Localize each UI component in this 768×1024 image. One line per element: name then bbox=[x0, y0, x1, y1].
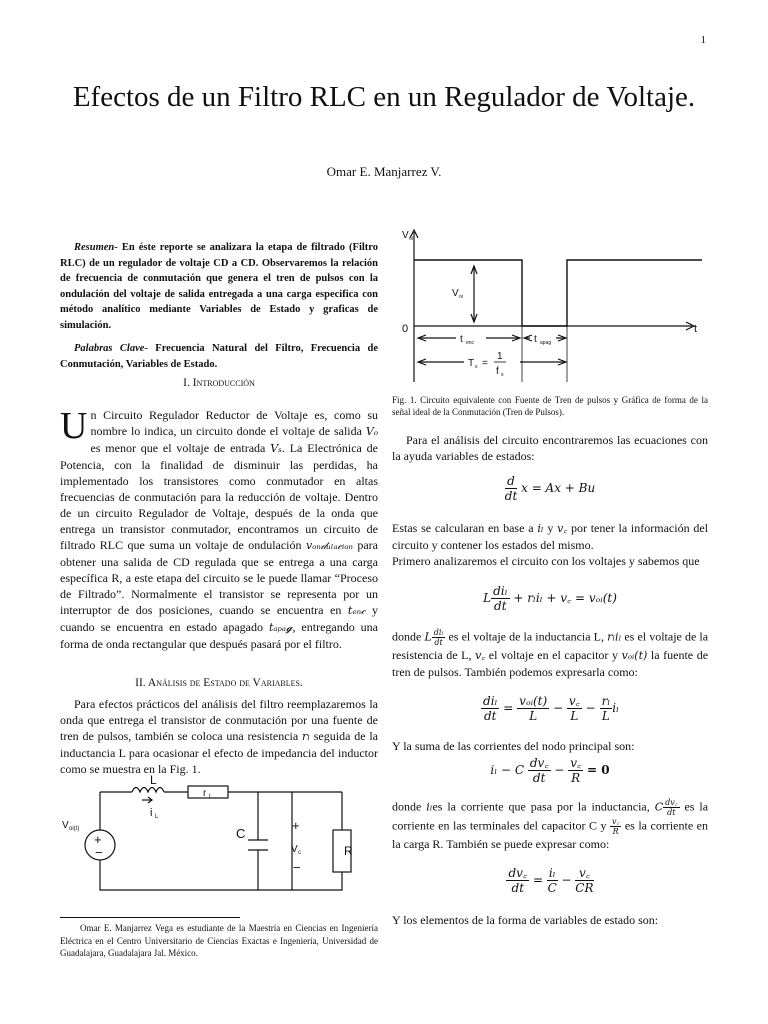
source-minus: − bbox=[95, 845, 103, 860]
eq1-den: dt bbox=[504, 489, 518, 503]
p2-text-b: por tener la información del circuito y contener los estados del mismo. bbox=[392, 521, 709, 552]
equation-2 bbox=[392, 584, 708, 613]
label-vc-sub: c bbox=[298, 850, 301, 856]
eq3-f2 bbox=[517, 694, 549, 723]
p2-iL: iₗ bbox=[537, 522, 544, 535]
p2-y: y bbox=[547, 521, 554, 535]
eq4-n1: dv꜀ bbox=[529, 756, 549, 770]
drop-cap: U bbox=[60, 405, 88, 447]
footnote: Omar E. Manjarrez Vega es estudiante de la Maestría en Ciencias en Ingeniería Eléctrica en el Centro Universitario de Ciencias Exactas e Ingeniería, Universidad de Guadalajara, Guadalajara Jal. México. bbox=[60, 923, 378, 958]
eq1-num: d bbox=[505, 474, 518, 489]
page-number: 1 bbox=[700, 34, 706, 46]
abstract-label: Resumen- bbox=[74, 242, 118, 253]
eq1-frac bbox=[505, 474, 518, 503]
p6-iL: iₗ bbox=[426, 800, 433, 814]
symbol-rl: rₗ bbox=[302, 730, 310, 743]
right-p6 bbox=[392, 798, 708, 852]
right-p1: Para el análisis del circuito encontraremos las ecuaciones con la ayuda variables de estados: bbox=[392, 433, 708, 463]
p6-den: dt bbox=[667, 808, 676, 817]
eq3-d4: L bbox=[601, 709, 610, 723]
p4-den: dt bbox=[434, 638, 443, 647]
eq3-f1 bbox=[481, 694, 499, 723]
wire-bottom-loop bbox=[100, 792, 342, 890]
keywords bbox=[60, 341, 378, 372]
p6-num: dv꜀ bbox=[665, 798, 678, 807]
p4-voi: vₒᵢ(t) bbox=[621, 649, 648, 662]
eq5-f3 bbox=[575, 866, 593, 895]
period-frac-d-sub: s bbox=[501, 372, 504, 378]
eq4-m: − bbox=[554, 763, 565, 777]
right-p5: Y la suma de las corrientes del nodo principal son: bbox=[392, 739, 635, 753]
p6-frac-2 bbox=[610, 817, 621, 836]
p6-text-a: donde bbox=[392, 799, 422, 814]
paper-title: Efectos de un Filtro RLC en un Regulador de Voltaje. bbox=[72, 81, 696, 113]
eq5-f1 bbox=[506, 866, 529, 895]
eq4-d1: dt bbox=[532, 771, 546, 785]
p3-text: Primero analizaremos el circuito con los voltajes y sabemos que bbox=[392, 554, 700, 568]
p4-text-a: donde bbox=[392, 629, 422, 644]
s2-text-2: seguida de la inductancia L para ocasionar el efecto de impedancia del inductor como se muestra en la Fig. 1. bbox=[60, 729, 379, 776]
symbol-t-enc: tₑₙ𝒸 bbox=[347, 604, 366, 617]
p4-vc: v꜀ bbox=[475, 649, 486, 662]
eq5-d1: dt bbox=[511, 881, 525, 895]
eq5-n3: v꜀ bbox=[575, 866, 593, 881]
eq5-m: − bbox=[561, 873, 572, 887]
p4-rl: rₗiₗ bbox=[607, 630, 622, 644]
p2-text-a: Estas se calcularan en base a bbox=[392, 521, 534, 535]
vc-minus: − bbox=[293, 860, 301, 875]
eq4-f2 bbox=[568, 756, 583, 785]
right-p2 bbox=[392, 520, 708, 569]
eq3-f3 bbox=[567, 694, 582, 723]
eq2-num: diₗ bbox=[493, 584, 508, 598]
eq1-rhs: x = Ax + Bu bbox=[521, 481, 596, 495]
origin-label: 0 bbox=[402, 323, 409, 335]
p4-frac bbox=[432, 628, 446, 647]
section-1-body bbox=[60, 407, 378, 652]
eq3-n4: rₗ bbox=[601, 694, 611, 708]
eq3-d1: dt bbox=[483, 709, 497, 723]
label-vs: V bbox=[62, 820, 69, 831]
symbol-vs: Vₛ bbox=[270, 442, 282, 455]
p6-frac bbox=[663, 798, 679, 817]
period-eq: = bbox=[482, 358, 488, 369]
resistor-rl-symbol bbox=[188, 786, 228, 798]
eq3-d2: L bbox=[529, 709, 538, 723]
eq3-n3: v꜀ bbox=[568, 694, 580, 708]
label-rL-sub: L bbox=[209, 794, 213, 800]
equation-3 bbox=[392, 694, 708, 723]
s1-text-2: es menor que el voltaje de entrada bbox=[90, 441, 266, 455]
footnote-rule bbox=[60, 917, 240, 918]
p6-text-d: es la corriente en la carga R. También se puede expresar como: bbox=[392, 818, 708, 851]
figure-caption: Fig. 1. Circuito equivalente con Fuente de Tren de pulsos y Gráfica de forma de la señal ideal de la Conmutación (Tren de Pulsos). bbox=[392, 395, 708, 417]
abstract bbox=[60, 240, 378, 333]
p6-text-c: es la corriente en las terminales del capacitor C y bbox=[392, 799, 709, 833]
abstract-text: En éste reporte se analizara la etapa de filtrado (Filtro RLC) de un regulador de voltaje CD a CD. Observaremos la relación de frecuencia de conmutación que genera el tren de pulsos con la ondulación del voltaje de salida entregada a una carga especifica con método analítico mediante Variables de Estado y graficas de simulación. bbox=[60, 242, 378, 331]
label-iL-sub: L bbox=[155, 814, 159, 820]
s2-text-1: Para efectos prácticos del análisis del filtro reemplazaremos la onda que entrega el transistor de conmutación por una fuente de tren de pulsos, también se coloca una resistencia bbox=[60, 697, 378, 743]
eq5-eq: = bbox=[532, 873, 543, 887]
eq3-m1: − bbox=[553, 701, 564, 715]
label-rL: r bbox=[203, 788, 207, 799]
equation-5 bbox=[392, 866, 708, 895]
eq5-d2: C bbox=[547, 881, 557, 895]
period-frac-n: 1 bbox=[497, 351, 503, 362]
eq4-d2: R bbox=[571, 771, 581, 785]
s1-text-5: y cuando se encuentra en estado apagado bbox=[60, 603, 379, 634]
capacitor-symbol bbox=[248, 792, 268, 890]
p6-text-b: es la corriente que pasa por la inductancia, bbox=[432, 799, 650, 814]
equation-4 bbox=[392, 756, 708, 785]
t-off-sub: apag bbox=[540, 340, 552, 346]
equation-1 bbox=[392, 474, 708, 503]
period-label: T bbox=[468, 358, 475, 369]
eq4-eq: = 0 bbox=[586, 763, 610, 777]
right-p7: Y los elementos de la forma de variables de estado son: bbox=[392, 913, 659, 927]
eq5-f2 bbox=[547, 866, 558, 895]
eq5-n2: iₗ bbox=[548, 866, 556, 880]
eq2-den: dt bbox=[494, 599, 507, 613]
eq3-eq: = bbox=[503, 701, 514, 715]
p6-C: C bbox=[654, 800, 664, 814]
p4-text-d: el voltaje en el capacitor y bbox=[488, 648, 618, 662]
eq2-L: L bbox=[483, 591, 492, 605]
eq2-frac bbox=[491, 584, 509, 613]
p6-den-2: R bbox=[612, 827, 619, 836]
label-L: L bbox=[150, 773, 157, 787]
keywords-label: Palabras Clave- bbox=[74, 343, 148, 354]
eq2-rest: + rₗiₗ + v꜀ = vₒᵢ(t) bbox=[513, 591, 617, 605]
p4-L: L bbox=[424, 630, 432, 644]
label-iL: i bbox=[150, 807, 153, 819]
author-name: Omar E. Manjarrez V. bbox=[326, 164, 442, 179]
period-frac-d: f bbox=[496, 366, 499, 377]
right-p4 bbox=[392, 628, 708, 680]
circuit-diagram bbox=[60, 772, 370, 907]
inductor-symbol bbox=[132, 788, 164, 793]
t-on-sub: enc bbox=[466, 340, 475, 346]
t-axis-label: t bbox=[694, 323, 698, 335]
vc-plus: + bbox=[292, 818, 300, 833]
period-sub: s bbox=[475, 364, 478, 370]
eq3-n1: diₗ bbox=[483, 694, 498, 708]
label-vc: V bbox=[291, 844, 298, 855]
eq3-t: iₗ bbox=[612, 701, 619, 715]
eq5-d3: CR bbox=[575, 881, 594, 895]
eq3-n2: vₒᵢ(t) bbox=[519, 694, 548, 708]
source-plus: + bbox=[94, 832, 102, 847]
eq3-m2: − bbox=[585, 701, 596, 715]
section-2-body bbox=[60, 696, 378, 777]
symbol-t-apag: tₐₚₐ𝓰 bbox=[268, 621, 293, 634]
amp-sub: oi bbox=[459, 294, 463, 300]
p4-text-b: es el voltaje de la inductancia L, bbox=[448, 629, 605, 644]
eq4-n2: v꜀ bbox=[570, 756, 582, 770]
section-heading-2: II. Análisis de Estado de Variables. bbox=[135, 677, 303, 689]
symbol-v-ondulacion: vₒₙ𝒹ᵤₗₐ𝒸ᵢₒₙ bbox=[305, 539, 353, 552]
p2-vc: v꜀ bbox=[557, 522, 568, 535]
eq4-f1 bbox=[528, 756, 551, 785]
s1-text-4: para obtener una salida de CD regulada que se entrega a una carga específica R, a este etapa del circuito se le puede llamar “Proceso de Filtrado”. Normalmente el transistor se representa por un interruptor de dos posiciones, cuando se encuentra en bbox=[60, 538, 379, 617]
abstract-block bbox=[60, 240, 378, 380]
t-on-label: t bbox=[460, 334, 463, 345]
eq5-n1: dv꜀ bbox=[508, 866, 528, 880]
p4-text-c: es el voltaje de la resistencia de L, bbox=[392, 629, 709, 662]
s1-text-1: n Circuito Regulador Reductor de Voltaje es, como su nombre lo indica, un circuito donde el voltaje de salida bbox=[90, 408, 378, 438]
p4-num: diₗ bbox=[433, 628, 444, 637]
eq4-a: iₗ − C bbox=[490, 763, 525, 777]
p6-num-2: v꜀ bbox=[612, 817, 620, 826]
t-off-label: t bbox=[534, 334, 537, 345]
label-vs-sub: oi(t) bbox=[69, 826, 80, 832]
period-guides bbox=[522, 326, 567, 382]
p4-text-e: la fuente de tren de pulsos. También podemos expresarla como: bbox=[392, 648, 709, 679]
y-axis-sub: oi bbox=[409, 236, 413, 242]
eq3-f4 bbox=[600, 694, 613, 723]
s1-text-3: . La Electrónica de Potencia, con la finalidad de disminuir las perdidas, ha implementado los transistores como conmutador en altas frecuencias de conmutación para la reducción de voltaje. Dentro de un circuito Regulador de Voltaje, después de la onda que entrega un transistor conmutador, encontramos un circuito de filtrado RLC que suma un voltaje de ondulación bbox=[60, 441, 379, 552]
label-C: C bbox=[236, 826, 246, 841]
eq3-d3: L bbox=[570, 709, 579, 723]
s1-text-6: , entregando una forma de onda rectangular que después pasará por el filtro. bbox=[60, 620, 379, 651]
amp-label: V bbox=[452, 288, 459, 299]
section-heading-1: I. Introducción bbox=[183, 377, 255, 389]
keywords-text: Frecuencia Natural del Filtro, Frecuencia de Conmutación, Variables de Estado. bbox=[60, 343, 378, 370]
waveform-plot bbox=[392, 222, 708, 387]
y-axis-label: V bbox=[402, 230, 409, 241]
label-R: R bbox=[344, 844, 353, 858]
symbol-vo: Vₒ bbox=[365, 425, 378, 438]
